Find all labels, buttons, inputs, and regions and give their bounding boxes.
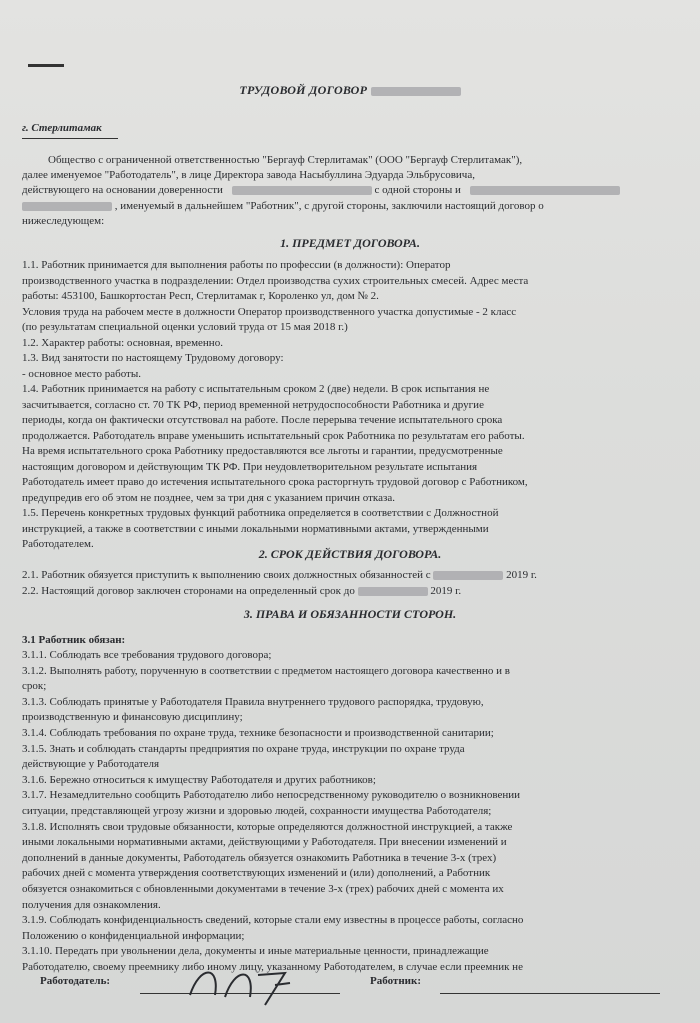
clause-line: предупредив его об этом не позднее, чем за три дня с указанием причин отказа.: [22, 491, 395, 504]
clause-line: иными локальными нормативными актами, действующими у Работодателя. При внесении изменений и: [22, 836, 507, 849]
clause-line: производственного участка в подразделении: Отдел производства сухих строительных смесей. Адрес места: [22, 274, 529, 287]
city: г. Стерлитамак: [22, 122, 102, 134]
clause-line: 1.3. Вид занятости по настоящему Трудовому договору:: [22, 352, 284, 364]
intro-line: [22, 199, 638, 214]
intro-line: [22, 183, 638, 198]
clause-line: 3.1.9. Соблюдать конфиденциальность сведений, которые стали ему известны в процессе работы, согласно: [22, 914, 524, 927]
clause-line: ситуации, представляющей угрозу жизни и здоровью людей, сохранности имущества Работодателя;: [22, 805, 492, 817]
section-heading: 3. ПРАВА И ОБЯЗАННОСТИ СТОРОН.: [243, 607, 457, 621]
clause-line: периоды, когда он фактически отсутствовал на работе. После перерыва течение испытательного срока: [22, 414, 503, 426]
clause-line: 3.1.4. Соблюдать требования по охране труда, технике безопасности и производственной санитарии;: [22, 727, 494, 739]
employee-signature-label: Работник:: [370, 975, 422, 987]
redacted-text: [22, 202, 112, 211]
clause-line: настоящим договором и действующим ТК РФ. При неудовлетворительном результате испытания: [22, 460, 478, 473]
clause-line: дополнений в данные документы, Работодатель обязуется ознакомить Работника в течение 3-х (трех): [22, 851, 497, 864]
clause-line: 1.4. Работник принимается на работу с испытательным сроком 2 (две) недели. В срок испытания не: [22, 383, 490, 395]
clause-line: 3.1.2. Выполнять работу, порученную в соответствии с предметом настоящего договора качественно и в: [22, 664, 510, 677]
clause-line: 3.1.3. Соблюдать принятые у Работодателя Правила внутреннего трудового распорядка, трудовую,: [22, 695, 484, 708]
clause-text: 2.1. Работник обязуется приступить к выполнению своих должностных обязанностей с: [22, 569, 431, 581]
clause-line: рабочих дней с момента утверждения соответствующих изменений и (или) дополнений, а Работник: [22, 867, 491, 880]
clause-line: срок;: [22, 680, 47, 693]
clause-line: производственную и финансовую дисциплину;: [22, 711, 243, 724]
city-underline: [22, 138, 118, 139]
clause-line: обязуется ознакомиться с обновленными документами в течение 3-х (трех) рабочих дней с момента их: [22, 883, 504, 895]
clause-line: засчитывается, согласно ст. 70 ТК РФ, период временной нетрудоспособности Работника и другие: [22, 398, 484, 411]
title-text: ТРУДОВОЙ ДОГОВОР: [239, 83, 368, 97]
redacted-text: [232, 186, 372, 195]
clause-text: 2019 г.: [430, 585, 462, 597]
clause-line: Работодателем.: [22, 538, 94, 550]
clause-line: Работодатель имеет право до истечения испытательного срока расторгнуть трудовой договор с Работником,: [22, 476, 528, 488]
clause-line: действующие у Работодателя: [22, 758, 160, 771]
clause-line: работы: 453100, Башкортостан Респ, Стерлитамак г, Короленко ул, дом № 2.: [22, 290, 379, 302]
clause-line: 1.1. Работник принимается для выполнения работы по профессии (в должности): Оператор: [22, 259, 451, 271]
employer-signature-label: Работодатель:: [40, 975, 111, 987]
intro-line: нижеследующем:: [22, 215, 105, 227]
section-heading: 2. СРОК ДЕЙСТВИЯ ДОГОВОРА.: [258, 547, 442, 561]
intro-text: действующего на основании доверенности: [22, 184, 223, 196]
clause-line: 3.1.7. Незамедлительно сообщить Работодателю либо непосредственному руководителю о возникновении: [22, 789, 521, 802]
clause-line: 3.1.10. Передать при увольнении дела, документы и иные материальные ценности, принадлежащие: [22, 945, 489, 958]
clause-line: инструкцией, а также в соответствии с иными локальными нормативными актами, утвержденными: [22, 522, 489, 535]
clause-line: [22, 584, 638, 599]
redacted-text: [470, 186, 620, 195]
clause-line: продолжается. Работодатель вправе уменьшить испытательный срок Работника по результатам его работы.: [22, 429, 525, 442]
clause-line: (по результатам специальной оценки условий труда от 15 мая 2018 г.): [22, 321, 348, 333]
top-mark: [28, 64, 64, 67]
intro-text: , именуемый в дальнейшем "Работник", с другой стороны, заключили настоящий договор о: [114, 200, 544, 212]
redacted-number: [371, 87, 461, 96]
clause-line: Положению о конфиденциальной информации;: [22, 929, 245, 942]
clause-line: 3.1.1. Соблюдать все требования трудового договора;: [22, 649, 272, 661]
intro-line: далее именуемое "Работодатель", в лице Директора завода Насыбуллина Эдуарда Эльбрусовича,: [22, 169, 475, 181]
clause-line: Работодателю, своему преемнику либо иному лицу, указанному Работодателем, в случае если преемник не: [22, 961, 523, 973]
redacted-date: [433, 571, 503, 580]
document-title: [0, 83, 700, 98]
intro-text: с одной стороны и: [374, 184, 461, 196]
clause-line: На время испытательного срока Работнику предоставляются все льготы и гарантии, предусмотренные: [22, 445, 503, 457]
clause-line: Условия труда на рабочем месте в должности Оператор производственного участка допустимые - 2 класс: [22, 305, 517, 318]
clause-line: - основное место работы.: [22, 367, 141, 380]
clause-text: 2019 г.: [506, 569, 537, 581]
subsection-heading: 3.1 Работник обязан:: [22, 634, 126, 646]
clause-line: 1.2. Характер работы: основная, временно.: [22, 336, 223, 349]
clause-line: [22, 568, 638, 583]
clause-line: 3.1.5. Знать и соблюдать стандарты предприятия по охране труда, инструкции по охране труда: [22, 742, 465, 755]
clause-line: 3.1.8. Исполнять свои трудовые обязанности, которые определяются должностной инструкцией, а также: [22, 820, 513, 833]
redacted-date: [358, 587, 428, 596]
intro-line: Общество с ограниченной ответственностью "Бергауф Стерлитамак" (ООО "Бергауф Стерлитамак"),: [48, 154, 523, 166]
clause-line: 3.1.6. Бережно относиться к имуществу Работодателя и других работников;: [22, 773, 376, 786]
clause-line: получения для ознакомления.: [22, 898, 161, 911]
employee-signature-line: [440, 993, 660, 994]
clause-text: 2.2. Настоящий договор заключен сторонами на определенный срок до: [22, 585, 355, 597]
section-heading: 1. ПРЕДМЕТ ДОГОВОРА.: [280, 236, 420, 250]
handwritten-signature: [180, 955, 310, 1010]
clause-line: 1.5. Перечень конкретных трудовых функций работника определяется в соответствии с Должностной: [22, 507, 499, 519]
